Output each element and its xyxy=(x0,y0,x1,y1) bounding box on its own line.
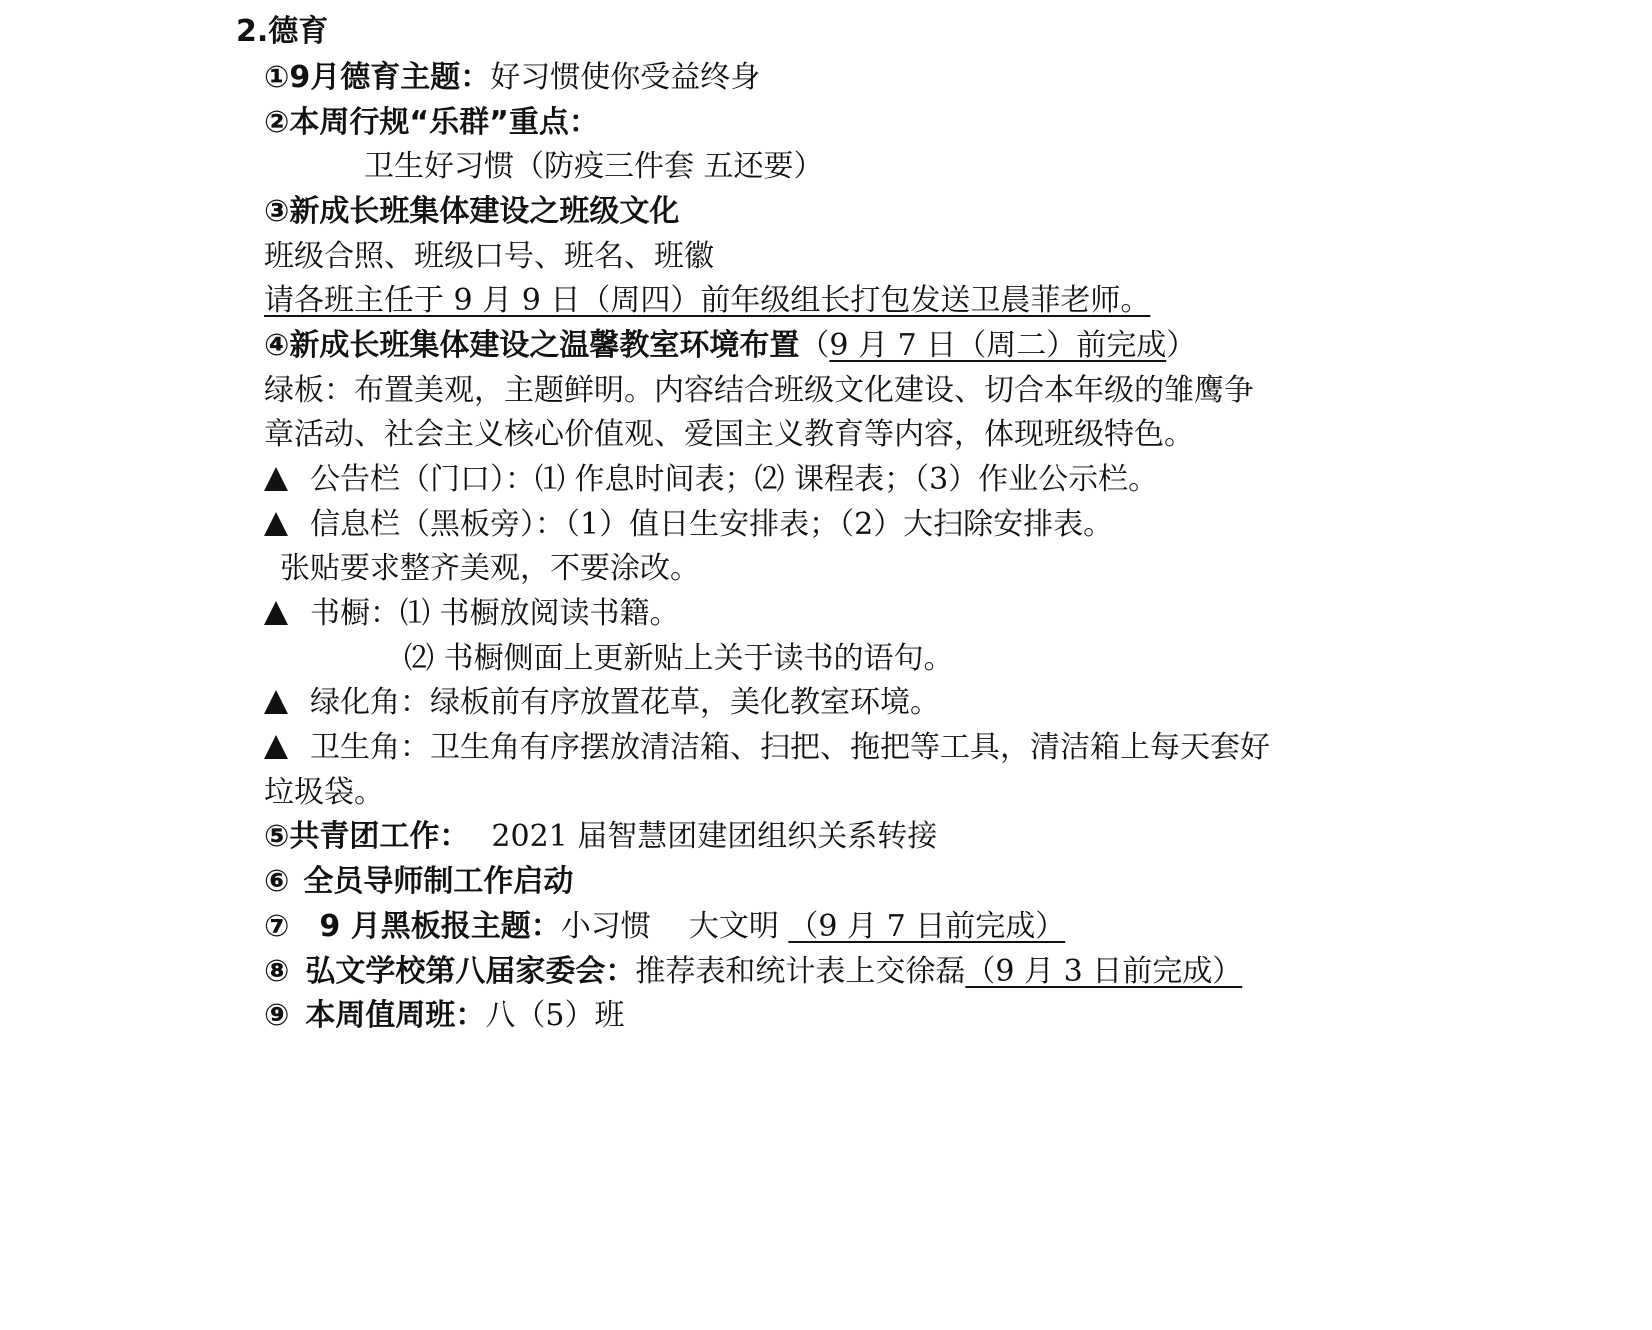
item-text: 小习惯 大文明 xyxy=(560,909,789,944)
info-text: 信息栏（黑板旁）：（1）值日生安排表；（2）大扫除安排表。 xyxy=(310,507,1114,542)
item-label: 9月德育主题： xyxy=(289,60,491,95)
triangle-bullet-icon xyxy=(264,512,288,536)
triangle-bullet-icon xyxy=(264,467,288,491)
item-3-note: 请各班主任于 9 月 9 日（周四）前年级组长打包发送卫晨菲老师。 xyxy=(264,283,1151,318)
item-paren-close: ） xyxy=(1166,328,1197,363)
item-text: 2021 届智慧团建团组织关系转接 xyxy=(491,819,938,854)
item-number: ⑧ xyxy=(264,954,290,989)
triangle-bullet-icon xyxy=(264,601,288,625)
item-4 xyxy=(264,326,1196,366)
triangle-bullet-icon xyxy=(264,690,288,714)
item-text: 好习惯使你受益终身 xyxy=(490,60,761,95)
item-2-sub: 卫生好习惯（防疫三件套 五还要） xyxy=(364,149,824,184)
posting-line: 张贴要求整齐美观，不要涂改。 xyxy=(280,551,700,586)
item-label: 弘文学校第八届家委会： xyxy=(305,954,636,989)
item-number: ⑥ xyxy=(264,864,290,899)
item-number: ⑦ xyxy=(264,909,290,944)
item-label: 本周值周班： xyxy=(305,998,486,1033)
bookcase-text: 书橱：⑴ 书橱放阅读书籍。 xyxy=(310,596,680,631)
item-deadline: （9 月 7 日前完成） xyxy=(788,909,1066,944)
item-label: 新成长班集体建设之温馨教室环境布置 xyxy=(289,328,800,363)
item-paren-open: （ xyxy=(799,328,830,363)
hygiene-text: 卫生角：卫生角有序摆放清洁箱、扫把、拖把等工具，清洁箱上每天套好 xyxy=(310,730,1270,765)
item-3 xyxy=(264,192,679,232)
item-label: 新成长班集体建设之班级文化 xyxy=(289,194,680,229)
hygiene-line-2: 垃圾袋。 xyxy=(264,775,384,810)
item-label: 共青团工作： xyxy=(289,819,470,854)
item-3-text: 班级合照、班级口号、班名、班徽 xyxy=(264,239,714,274)
item-text: 推荐表和统计表上交徐磊 xyxy=(635,954,966,989)
triangle-bullet-icon xyxy=(264,735,288,759)
bulletin-text: 公告栏（门口）：⑴ 作息时间表；⑵ 课程表；（3）作业公示栏。 xyxy=(310,462,1159,497)
item-8 xyxy=(264,952,1252,992)
green-board-line-1: 绿板：布置美观，主题鲜明。内容结合班级文化建设、切合本年级的雏鹰争 xyxy=(264,373,1254,408)
item-number: ③ xyxy=(264,194,290,229)
item-2 xyxy=(264,103,599,143)
item-number: ② xyxy=(264,105,290,140)
bulletin-line xyxy=(264,460,1158,500)
green-corner-text: 绿化角：绿板前有序放置花草，美化教室环境。 xyxy=(310,685,940,720)
item-number: ⑨ xyxy=(264,998,290,1033)
item-label: 9 月黑板报主题： xyxy=(319,909,561,944)
hygiene-line-1 xyxy=(264,728,1270,768)
item-label: 本周行规“乐群”重点： xyxy=(289,105,599,140)
item-number: ④ xyxy=(264,328,290,363)
green-board-line-2: 章活动、社会主义核心价值观、爱国主义教育等内容，体现班级特色。 xyxy=(264,417,1194,452)
item-9 xyxy=(264,996,625,1036)
item-deadline: 9 月 7 日（周二）前完成 xyxy=(829,328,1167,363)
item-7 xyxy=(264,907,1079,947)
bookcase-line-1 xyxy=(264,594,680,634)
item-5 xyxy=(264,817,937,857)
bookcase-line-2: ⑵ 书橱侧面上更新贴上关于读书的语句。 xyxy=(404,641,954,676)
item-number: ⑤ xyxy=(264,819,290,854)
item-1 xyxy=(264,58,760,98)
green-corner-line xyxy=(264,683,940,723)
info-line xyxy=(264,505,1113,545)
item-label: 全员导师制工作启动 xyxy=(303,864,574,899)
item-text: 八（5）班 xyxy=(485,998,625,1033)
item-6 xyxy=(264,862,573,902)
item-deadline: （9 月 3 日前完成） xyxy=(965,954,1243,989)
item-number: ① xyxy=(264,60,290,95)
section-title: 2.德育 xyxy=(236,14,329,49)
